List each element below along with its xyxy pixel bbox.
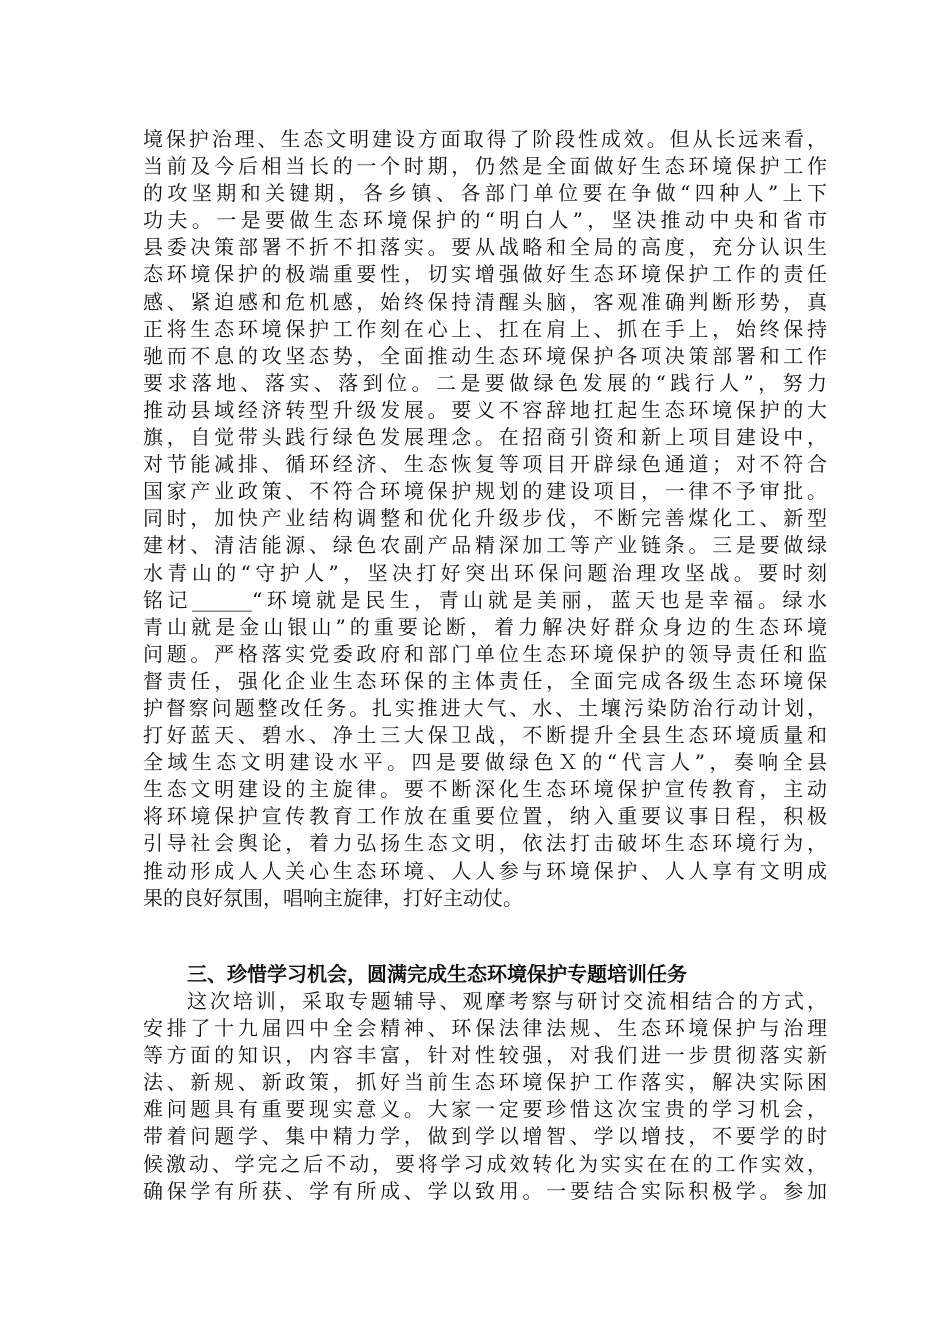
text-line: 功夫。一是要做生态环境保护的“明白人”，坚决推动中央和省市 bbox=[143, 208, 827, 233]
text-line: 同时，加快产业结构调整和优化升级步伐，不断完善煤化工、新型 bbox=[143, 506, 827, 531]
text-line: 正将生态环境保护工作刻在心上、扛在肩上、抓在手上，始终保持 bbox=[143, 316, 827, 341]
text-line: 打好蓝天、碧水、净土三大保卫战，不断提升全县生态环境质量和 bbox=[143, 723, 827, 748]
text-line: 态环境保护的极端重要性，切实增强做好生态环境保护工作的责任 bbox=[143, 262, 827, 287]
section-heading-text: 三、珍惜学习机会，圆满完成生态环境保护专题培训任务 bbox=[187, 962, 687, 986]
text-line: 推动形成人人关心生态环境、人人参与环境保护、人人享有文明成 bbox=[143, 858, 827, 883]
text-line: 当前及今后相当长的一个时期，仍然是全面做好生态环境保护工作 bbox=[143, 154, 827, 179]
text-line: 推动县域经济转型升级发展。要义不容辞地扛起生态环境保护的大 bbox=[143, 397, 827, 422]
text-line: 这次培训，采取专题辅导、观摩考察与研讨交流相结合的方式， bbox=[187, 989, 827, 1013]
text-line: 建材、清洁能源、绿色农副产品精深加工等产业链条。三是要做绿 bbox=[143, 533, 827, 558]
text-line: 护督察问题整改任务。扎实推进大气、水、土壤污染防治行动计划， bbox=[143, 695, 827, 720]
text-line: 县委决策部署不折不扣落实。要从战略和全局的高度，充分认识生 bbox=[143, 235, 827, 260]
text-line: 国家产业政策、不符合环境保护规划的建设项目，一律不予审批。 bbox=[143, 479, 827, 504]
text-line: 带着问题学、集中精力学，做到学以增智、学以增技，不要学的时 bbox=[143, 1124, 827, 1149]
text-line: 候激动、学完之后不动，要将学习成效转化为实实在在的工作实效， bbox=[143, 1151, 827, 1176]
text-line: 督责任，强化企业生态环保的主体责任，全面完成各级生态环境保 bbox=[143, 668, 827, 693]
text-line: 难问题具有重要现实意义。大家一定要珍惜这次宝贵的学习机会， bbox=[143, 1097, 827, 1122]
text-line: 引导社会舆论，着力弘扬生态文明，依法打击破坏生态环境行为， bbox=[143, 831, 827, 856]
text-line: 等方面的知识，内容丰富，针对性较强，对我们进一步贯彻落实新 bbox=[143, 1043, 827, 1068]
text-line: 果的良好氛围，唱响主旋律，打好主动仗。 bbox=[143, 885, 523, 910]
text-line: 安排了十九届四中全会精神、环保法律法规、生态环境保护与治理 bbox=[143, 1016, 827, 1041]
body-paragraph bbox=[143, 126, 827, 912]
text-line: 旗，自觉带头践行绿色发展理念。在招商引资和新上项目建设中， bbox=[143, 425, 827, 450]
text-line: 境保护治理、生态文明建设方面取得了阶段性成效。但从长远来看， bbox=[143, 127, 827, 151]
text-line: 驰而不息的攻坚态势，全面推动生态环境保护各项决策部署和工作 bbox=[143, 343, 827, 368]
text-line: 铭记______“环境就是民生，青山就是美丽，蓝天也是幸福。绿水 bbox=[143, 587, 827, 612]
text-line: 青山就是金山银山”的重要论断，着力解决好群众身边的生态环境 bbox=[143, 614, 827, 639]
text-line: 确保学有所获、学有所成、学以致用。一要结合实际积极学。参加 bbox=[143, 1178, 827, 1203]
text-line: 法、新规、新政策，抓好当前生态环境保护工作落实，解决实际困 bbox=[143, 1070, 827, 1095]
text-line: 要求落地、落实、落到位。二是要做绿色发展的“践行人”，努力 bbox=[143, 370, 827, 395]
text-line: 的攻坚期和关键期，各乡镇、各部门单位要在争做“四种人”上下 bbox=[143, 181, 827, 206]
text-line: 生态文明建设的主旋律。要不断深化生态环境保护宣传教育，主动 bbox=[143, 777, 827, 802]
body-paragraph bbox=[143, 988, 827, 1205]
section-heading bbox=[143, 961, 827, 988]
text-line: 水青山的“守护人”，坚决打好突出环保问题治理攻坚战。要时刻 bbox=[143, 560, 827, 585]
text-line: 全域生态文明建设水平。四是要做绿色Ｘ的“代言人”，奏响全县 bbox=[143, 750, 827, 775]
text-line: 将环境保护宣传教育工作放在重要位置，纳入重要议事日程，积极 bbox=[143, 804, 827, 829]
text-line: 对节能减排、循环经济、生态恢复等项目开辟绿色通道；对不符合 bbox=[143, 452, 827, 477]
text-line: 问题。严格落实党委政府和部门单位生态环境保护的领导责任和监 bbox=[143, 641, 827, 666]
text-line: 感、紧迫感和危机感，始终保持清醒头脑，客观准确判断形势，真 bbox=[143, 289, 827, 314]
